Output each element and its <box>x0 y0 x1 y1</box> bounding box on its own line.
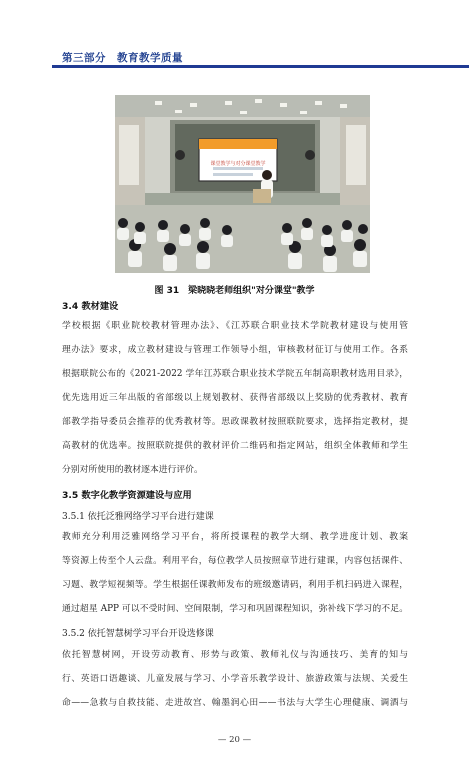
page-header <box>0 0 469 68</box>
section-heading-3-5: 3.5 数字化教学资源建设与应用 <box>62 490 192 501</box>
paragraph-line: 理办法》要求，成立教材建设与管理工作领导小组，审核教材征订与使用工作。各系 <box>62 345 408 355</box>
header-title: 第三部分 教育教学质量 <box>62 52 183 64</box>
paragraph-line: 分别对所使用的教材逐本进行评价。 <box>62 465 203 475</box>
paragraph-line: 部教学指导委员会推荐的优秀教材等。思政课教材按照联院要求，选择指定教材，提 <box>62 417 408 427</box>
paragraph-line: 通过超星 APP 可以不受时间、空间限制，学习和巩固课程知识，弥补线下学习的不足。 <box>62 604 408 614</box>
paragraph-line: 教师充分利用泛雅网络学习平台，将所授课程的教学大纲、教学进度计划、教案 <box>62 532 408 542</box>
header-rule <box>52 65 469 68</box>
projector-screen-title: 课堂教学与对分课堂教学 <box>210 161 266 167</box>
paragraph-line: 学校根据《职业院校教材管理办法》、《江苏联合职业技术学院教材建设与使用管 <box>62 321 408 331</box>
paragraph-line: 优先选用近三年出版的省部级以上规划教材、获得省部级以上奖励的优秀教材、教育 <box>62 393 408 403</box>
paragraph-line: 命——急救与自救技能、走进故宫、翰墨润心田——书法与大学生心理健康、调酒与 <box>62 698 408 708</box>
paragraph-line: 习题、教学短视频等。学生根据任课教师发布的班级邀请码，利用手机扫码进入课程， <box>62 580 408 590</box>
paragraph-line: 行、英语口语趣谈、儿童发展与学习、小学音乐教学设计、旅游政策与法规、关爱生 <box>62 674 408 684</box>
paragraph-line: 高教材的优选率。按照联院提供的教材评价二维码和指定网站，组织全体教师和学生 <box>62 441 408 451</box>
subsection-heading-3-5-1: 3.5.1 依托泛雅网络学习平台进行建课 <box>62 512 214 522</box>
classroom-photo <box>115 95 370 273</box>
paragraph-line: 等资源上传至个人云盘。利用平台，每位教学人员按照章节进行建课，内容包括课件、 <box>62 556 408 566</box>
subsection-heading-3-5-2: 3.5.2 依托智慧树学习平台开设选修课 <box>62 629 214 639</box>
paragraph-line: 根据联院公布的《2021-2022 学年江苏联合职业技术学院五年制高职教材选用目录》， <box>62 369 408 379</box>
section-heading-3-4: 3.4 教材建设 <box>62 301 119 312</box>
figure-caption: 图 31 梁晓晓老师组织"对分课堂"教学 <box>154 286 315 296</box>
page-number: — 20 — <box>217 735 252 745</box>
paragraph-line: 依托智慧树网，开设劳动教育、形势与政策、教师礼仪与沟通技巧、美育的知与 <box>62 650 408 660</box>
